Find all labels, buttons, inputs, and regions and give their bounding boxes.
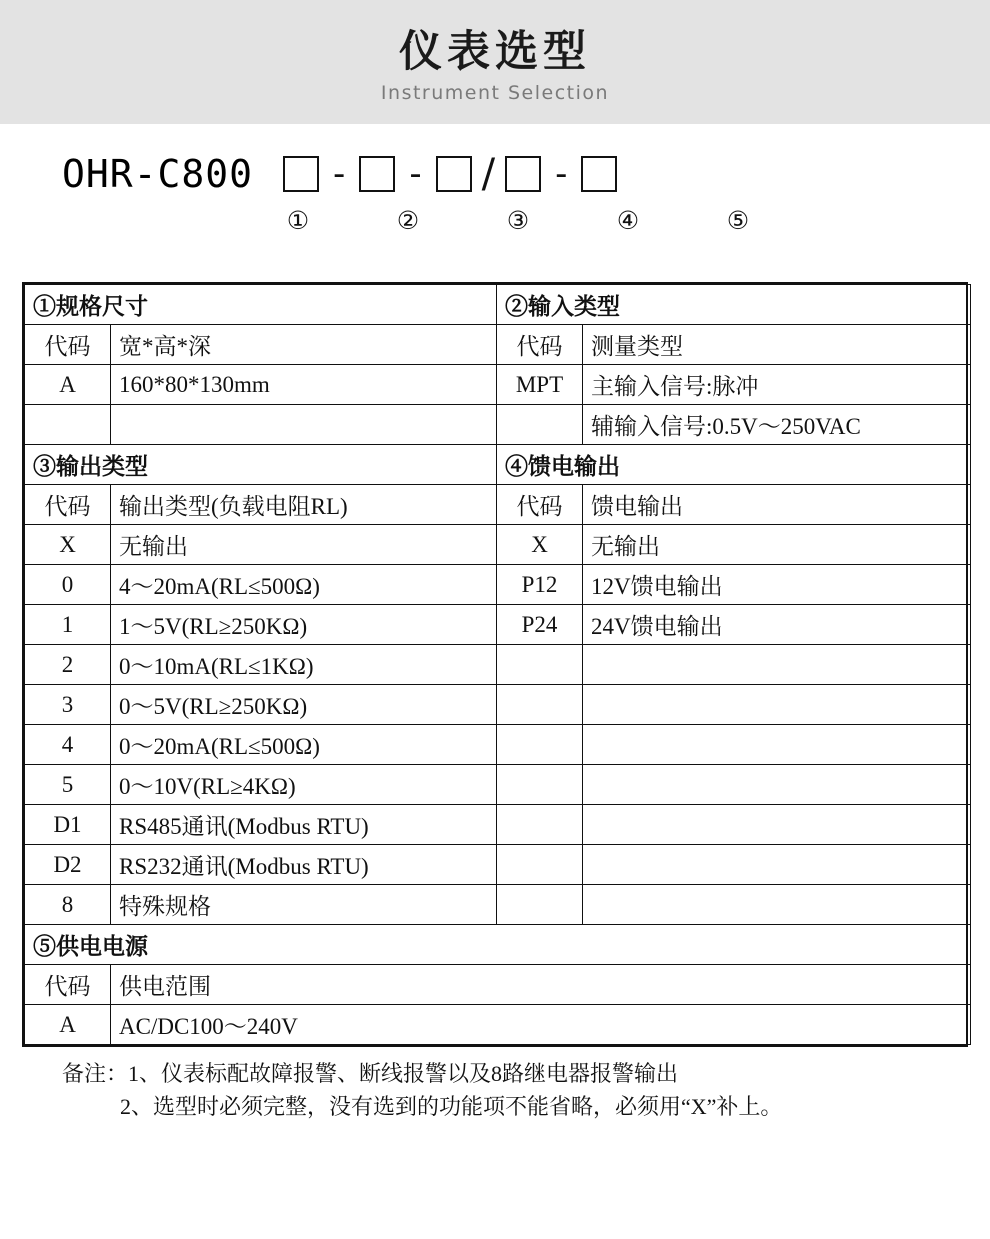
table-row (25, 845, 971, 885)
table-row (25, 525, 971, 565)
note-line-2: 2、选型时必须完整，没有选到的功能项不能省略，必须用“X”补上。 (120, 1094, 783, 1119)
s3-row2-code: 1 (25, 605, 111, 645)
code-box-3[interactable] (436, 156, 472, 192)
page-header-banner (0, 0, 990, 124)
s4-fill-code-3 (497, 645, 583, 685)
s3-row4-code: 3 (25, 685, 111, 725)
s4-fill-code-6 (497, 765, 583, 805)
s3-row1-desc: 4～20mA(RL≤500Ω) (111, 565, 497, 605)
table-row (25, 1005, 971, 1045)
s4-fill-desc-5 (583, 725, 971, 765)
selection-table-wrapper (22, 282, 968, 1047)
notes-block (0, 1057, 990, 1123)
s3-header-desc: 输出类型(负载电阻RL) (111, 485, 497, 525)
s3-row3-code: 2 (25, 645, 111, 685)
table-row (25, 885, 971, 925)
code-box-1[interactable] (283, 156, 319, 192)
table-row (25, 805, 971, 845)
s4-row0-code: X (497, 525, 583, 565)
s5-header-desc: 供电范围 (111, 965, 971, 1005)
s2-row0-code: MPT (497, 365, 583, 405)
s3-row5-desc: 0～20mA(RL≤500Ω) (111, 725, 497, 765)
s4-row2-code: P24 (497, 605, 583, 645)
section-title-3: ③输出类型 (25, 445, 497, 485)
s3-row9-code: 8 (25, 885, 111, 925)
s2-row0-desc: 主输入信号:脉冲 (583, 365, 971, 405)
s1-blank-code (25, 405, 111, 445)
note-line-1: 备注：1、仪表标配故障报警、断线报警以及8路继电器报警输出 (62, 1061, 679, 1086)
s3-row7-code: D1 (25, 805, 111, 845)
table-row (25, 285, 971, 325)
code-marker-3: ③ (506, 206, 530, 235)
s4-header-desc: 馈电输出 (583, 485, 971, 525)
s3-row6-code: 5 (25, 765, 111, 805)
table-row (25, 925, 971, 965)
s4-header-code: 代码 (497, 485, 583, 525)
model-code-diagram (0, 152, 990, 282)
s2-header-desc: 测量类型 (583, 325, 971, 365)
s5-header-code: 代码 (25, 965, 111, 1005)
code-box-5[interactable] (581, 156, 617, 192)
s4-fill-code-8 (497, 845, 583, 885)
s4-row1-code: P12 (497, 565, 583, 605)
s4-row1-desc: 12V馈电输出 (583, 565, 971, 605)
code-marker-1: ① (286, 206, 310, 235)
separator-2: - (409, 154, 422, 194)
s1-row0-desc: 160*80*130mm (111, 365, 497, 405)
table-row (25, 645, 971, 685)
s4-fill-desc-3 (583, 645, 971, 685)
s4-row2-desc: 24V馈电输出 (583, 605, 971, 645)
s4-fill-code-7 (497, 805, 583, 845)
code-box-2[interactable] (359, 156, 395, 192)
s3-row0-code: X (25, 525, 111, 565)
page-subtitle: Instrument Selection (380, 81, 610, 104)
s4-fill-desc-4 (583, 685, 971, 725)
table-row (25, 565, 971, 605)
s3-row3-desc: 0～10mA(RL≤1KΩ) (111, 645, 497, 685)
selection-table (24, 284, 971, 1045)
s2-row1-code (497, 405, 583, 445)
s1-blank-desc (111, 405, 497, 445)
s1-header-code: 代码 (25, 325, 111, 365)
code-box-4[interactable] (505, 156, 541, 192)
s4-fill-code-5 (497, 725, 583, 765)
s1-row0-code: A (25, 365, 111, 405)
table-row (25, 725, 971, 765)
model-name: OHR-C800 (62, 152, 254, 196)
s3-row4-desc: 0～5V(RL≥250KΩ) (111, 685, 497, 725)
s4-fill-desc-9 (583, 885, 971, 925)
s3-row8-desc: RS232通讯(Modbus RTU) (111, 845, 497, 885)
s3-row2-desc: 1～5V(RL≥250KΩ) (111, 605, 497, 645)
s4-fill-desc-7 (583, 805, 971, 845)
s3-row9-desc: 特殊规格 (111, 885, 497, 925)
table-row (25, 405, 971, 445)
s3-header-code: 代码 (25, 485, 111, 525)
table-row (25, 365, 971, 405)
s1-header-desc: 宽*高*深 (111, 325, 497, 365)
model-code-row (0, 152, 990, 196)
table-row (25, 485, 971, 525)
separator-1: - (333, 154, 346, 194)
s3-row6-desc: 0～10V(RL≥4KΩ) (111, 765, 497, 805)
code-marker-row (0, 206, 990, 235)
s4-fill-code-9 (497, 885, 583, 925)
section-title-2: ②输入类型 (497, 285, 971, 325)
s5-row0-code: A (25, 1005, 111, 1045)
table-row (25, 605, 971, 645)
s4-fill-desc-6 (583, 765, 971, 805)
s2-header-code: 代码 (497, 325, 583, 365)
section-title-4: ④馈电输出 (497, 445, 971, 485)
code-marker-4: ④ (616, 206, 640, 235)
separator-3: / (481, 151, 496, 197)
table-row (25, 325, 971, 365)
s4-fill-code-4 (497, 685, 583, 725)
code-marker-2: ② (396, 206, 420, 235)
table-row (25, 445, 971, 485)
separator-4: - (555, 154, 568, 194)
table-row (25, 765, 971, 805)
code-marker-5: ⑤ (726, 206, 750, 235)
table-row (25, 965, 971, 1005)
s3-row0-desc: 无输出 (111, 525, 497, 565)
section-title-5: ⑤供电电源 (25, 925, 971, 965)
s4-fill-desc-8 (583, 845, 971, 885)
s5-row0-desc: AC/DC100～240V (111, 1005, 971, 1045)
s3-row1-code: 0 (25, 565, 111, 605)
s3-row7-desc: RS485通讯(Modbus RTU) (111, 805, 497, 845)
table-row (25, 685, 971, 725)
s3-row8-code: D2 (25, 845, 111, 885)
section-title-1: ①规格尺寸 (25, 285, 497, 325)
page-title: 仪表选型 (399, 27, 591, 78)
s4-row0-desc: 无输出 (583, 525, 971, 565)
s2-row1-desc: 辅输入信号:0.5V～250VAC (583, 405, 971, 445)
s3-row5-code: 4 (25, 725, 111, 765)
